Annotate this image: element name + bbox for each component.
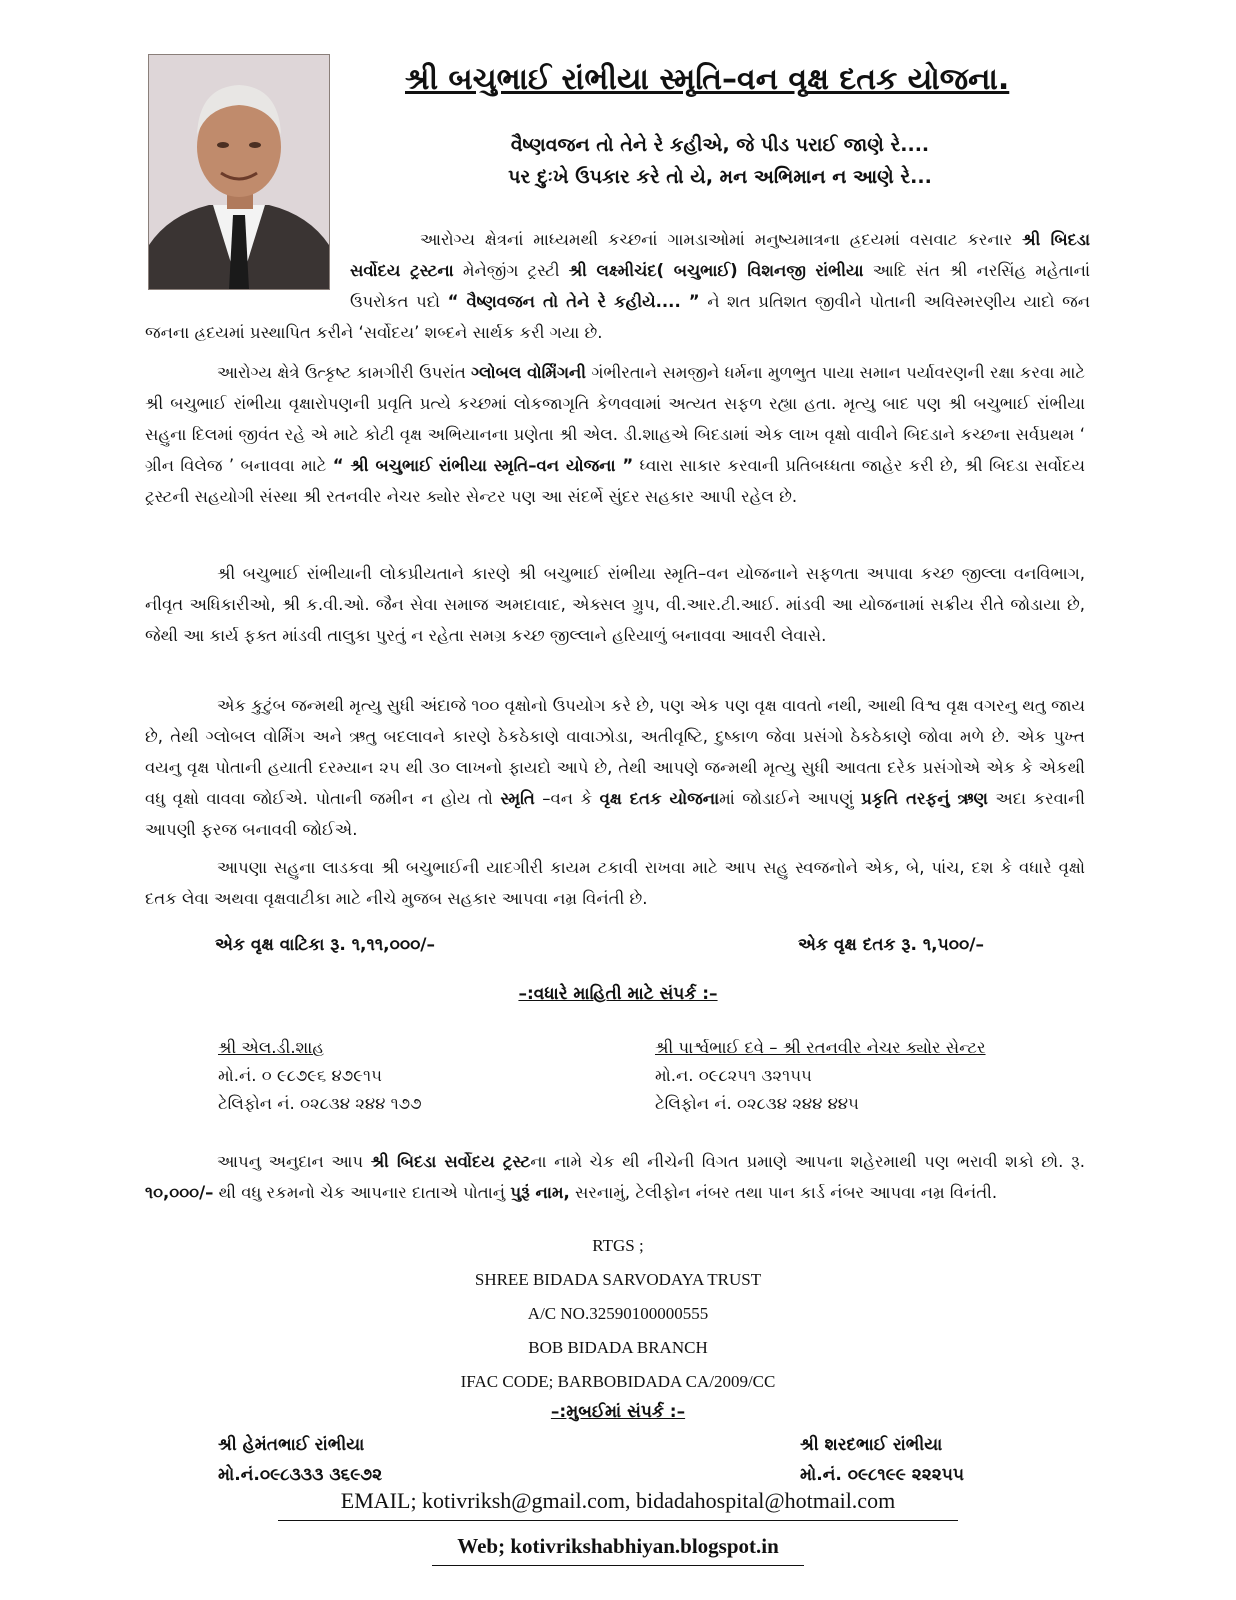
mumbai-left-mobile: મો.નં.૦૯૮૩૩૩ ૩૬૯૭૨ bbox=[218, 1465, 383, 1485]
verse-line-2: પર દુઃખે ઉપકાર કરે તો યે, મન અભિમાન ન આણે રે... bbox=[508, 166, 932, 188]
mumbai-contact-left bbox=[218, 1430, 382, 1490]
contact-left-name: શ્રી એલ.ડી.શાહ bbox=[218, 1038, 325, 1057]
mumbai-contact-heading: –:મુબઈમાં સંપર્ક :– bbox=[550, 1402, 686, 1422]
price-tree-adoption: એક વૃક્ષ દતક રૂ. ૧,૫૦૦/– bbox=[798, 935, 984, 955]
mumbai-right-name: શ્રી શરદભાઈ રાંભીયા bbox=[800, 1435, 943, 1455]
paragraph-tree-value: એક કુટુંબ જન્મથી મૃત્યુ સુધી અંદાજે ૧૦૦ વૃક્ષોનો ઉપયોગ કરે છે, પણ એક પણ વૃક્ષ વાવતો નથી, આથી વિશ્વ વૃક્ષ વગરનુ થતુ જાય છે, તેથી ગ્લોબલ વોર્મિંગ અને ઋતુ બદલાવને કારણે ઠેકઠેકાણે વાવાઝોડા, અતીવૃષ્ટિ, દુષ્કાળ જેવા પ્રસંગો ઠેકઠેકાણે જોવા મળે છે. એક પુખ્ત વયનુ વૃક્ષ પોતાની હયાતી દરમ્યાન ૨૫ થી ૩૦ લાખનો ફાયદો આપે છે, તેથી આપણે જન્મથી મૃત્યુ સુધી આવતા દરેક પ્રસંગોએ એક કે એકથી વધુ વૃક્ષો વાવવા જોઈએ. પોતાની જમીન ન હોય તો સ્મૃતિ –વન કે વૃક્ષ દતક યોજનામાં જોડાઈને આપણું પ્રકૃતિ તરફનું ઋણ અદા કરવાની આપણી ફરજ બનાવવી જોઈએ. bbox=[145, 696, 1085, 839]
paragraph-participants: શ્રી બચુભાઈ રાંભીયાની લોકપ્રીયતાને કારણે શ્રી બચુભાઈ રાંભીયા સ્મૃતિ–વન યોજનાને સફળતા અપાવા કચ્છ જીલ્લા વનવિભાગ, નીવૃત અધિકારીઓ, શ્રી ક.વી.ઓ. જૈન સેવા સમાજ અમદાવાદ, એક્સલ ગ્રુપ, વી.આર.ટી.આઈ. માંડવી આ યોજનામાં સક્રીય રીતે જોડાયા છે, જેથી આ કાર્ય ફક્ત માંડવી તાલુકા પુરતું ન રહેતા સમગ્ર કચ્છ જીલ્લાને હરિયાળું બનાવવા આવરી લેવાસે. bbox=[145, 564, 1085, 645]
bank-account-number: A/C NO.32590100000555 bbox=[527, 1304, 709, 1323]
bank-rtgs: RTGS ; bbox=[592, 1236, 644, 1255]
paragraph-global-warming: આરોગ્ય ક્ષેત્રે ઉત્કૃષ્ટ કામગીરી ઉપરાંત ગ્લોબલ વોર્મિંગની ગંભીરતાને સમજીને ધર્મના મુળભુત પાયા સમાન પર્યાવરણની રક્ષા કરવા માટે શ્રી બચુભાઈ રાંભીયા વૃક્ષારોપણની પ્રવૃતિ પ્રત્યે કચ્છમાં લોકજાગૃતિ કેળવવામાં અત્યત સફળ રહ્યા હતા. મૃત્યુ બાદ પણ શ્રી બચુભાઈ રાંભીયા સહુના દિલમાં જીવંત રહે એ માટે કોટી વૃક્ષ અભિયાનના પ્રણેતા શ્રી એલ. ડી.શાહએ બિદડામાં એક લાખ વૃક્ષો વાવીને બિદડાને કચ્છના સર્વપ્રથમ ‘ ગ્રીન વિલેજ ’ બનાવવા માટે “ શ્રી બચુભાઈ રાંભીયા સ્મૃતિ–વન યોજના ” ધ્વારા સાકાર કરવાની પ્રતિબધ્ધતા જાહેર કરી છે, શ્રી બિદડા સર્વોદય ટ્રસ્ટની સહયોગી સંસ્થા શ્રી રતનવીર નેચર ક્યોર સેન્ટર પણ આ સંદર્ભે સુંદર સહકાર આપી રહેલ છે. bbox=[145, 363, 1085, 506]
contact-right-phone: ટેલિફોન નં. ૦૨૮૩૪ ૨૪૪ ૪૪૫ bbox=[655, 1094, 859, 1113]
bank-branch: BOB BIDADA BRANCH bbox=[528, 1338, 708, 1357]
email-line[interactable]: EMAIL; kotivriksh@gmail.com, bidadahospital@hotmail.com bbox=[278, 1488, 958, 1521]
paragraph-request: આપણા સહુના લાડકવા શ્રી બચુભાઈની યાદગીરી કાયમ ટકાવી રાખવા માટે આપ સહુ સ્વજનોને એક, બે, પાંચ, દશ કે વધારે વૃક્ષો દતક લેવા અથવા વૃક્ષવાટીકા માટે નીચે મુજબ સહકાર આપવા નમ્ર વિનંતી છે. bbox=[145, 858, 1085, 908]
contact-left-phone: ટેલિફોન નં. ૦૨૮૩૪ ૨૪૪ ૧૭૭ bbox=[218, 1094, 422, 1113]
website-link[interactable]: Web; kotivrikshabhiyan.blogspot.in bbox=[432, 1534, 804, 1566]
contact-right-mobile: મો.ન. ૦૯૮૨૫૧ ૩૨૧૫૫ bbox=[655, 1066, 812, 1085]
contact-right bbox=[655, 1034, 986, 1118]
price-tree-garden: એક વૃક્ષ વાટિકા રૂ. ૧,૧૧,૦૦૦/– bbox=[215, 935, 436, 955]
bank-trust-name: SHREE BIDADA SARVODAYA TRUST bbox=[474, 1270, 762, 1289]
verse-line-1: વૈષ્ણવજન તો તેને રે કહીએ, જે પીડ પરાઈ જાણે રે.... bbox=[510, 134, 930, 156]
paragraph-intro: આરોગ્ય ક્ષેત્રનાં માધ્યમથી કચ્છનાં ગામડાઓમાં મનુષ્યમાત્રના હ્રદયમાં વસવાટ કરનાર શ્રી બિદડા સર્વોદય ટ્રસ્ટના મેનેજીંગ ટ્રસ્ટી શ્રી લક્ષ્મીચંદ( બચુભાઈ) વિશનજી રાંભીયા આદિ સંત શ્રી નરસિંહ મહેતાનાં ઉપરોકત પદો “ વૈષ્ણવજન તો તેને રે કહીયે.... ” ને શત પ્રતિશત જીવીને પોતાની અવિસ્મરણીય યાદો જન જનના હ્રદયમાં પ્રસ્થાપિત કરીને ‘સર્વોદય’ શબ્દને સાર્થક કરી ગયા છે. bbox=[145, 230, 1091, 342]
page-title: શ્રી બચુભાઈ રાંભીયા સ્મૃતિ–વન વૃક્ષ દતક યોજના. bbox=[405, 62, 1010, 97]
mumbai-left-name: શ્રી હેમંતભાઈ રાંભીયા bbox=[218, 1435, 365, 1455]
bank-ifsc-code: IFAC CODE; BARBOBIDADA CA/2009/CC bbox=[460, 1372, 776, 1391]
contact-heading: –:વધારે માહિતી માટે સંપર્ક :– bbox=[518, 984, 718, 1004]
contact-left-mobile: મો.નં. ૦ ૯૮૭૯૬ ૪૭૯૧૫ bbox=[218, 1066, 382, 1085]
paragraph-donation: આપનુ અનુદાન આપ શ્રી બિદડા સર્વોદય ટ્રસ્ટના નામે ચેક થી નીચેની વિગત પ્રમાણે આપના શહેરમાથી પણ ભરાવી શકો છો. રૂ. ૧૦,૦૦૦/– થી વધુ રકમનો ચેક આપનાર દાતાએ પોતાનું પુરૂં નામ, સરનામું, ટેલીફોન નંબર તથા પાન કાર્ડ નંબર આપવા નમ્ર વિનંતી. bbox=[145, 1152, 1085, 1202]
contact-left bbox=[218, 1034, 422, 1118]
contact-right-name: શ્રી પાર્શ્વભાઈ દવે – શ્રી રતનવીર નેચર ક્યોર સેન્ટર bbox=[655, 1038, 986, 1057]
mumbai-contact-right bbox=[800, 1430, 964, 1490]
mumbai-right-mobile: મો.નં. ૦૯૮૧૯૯ ૨૨૨૫૫ bbox=[800, 1465, 965, 1485]
